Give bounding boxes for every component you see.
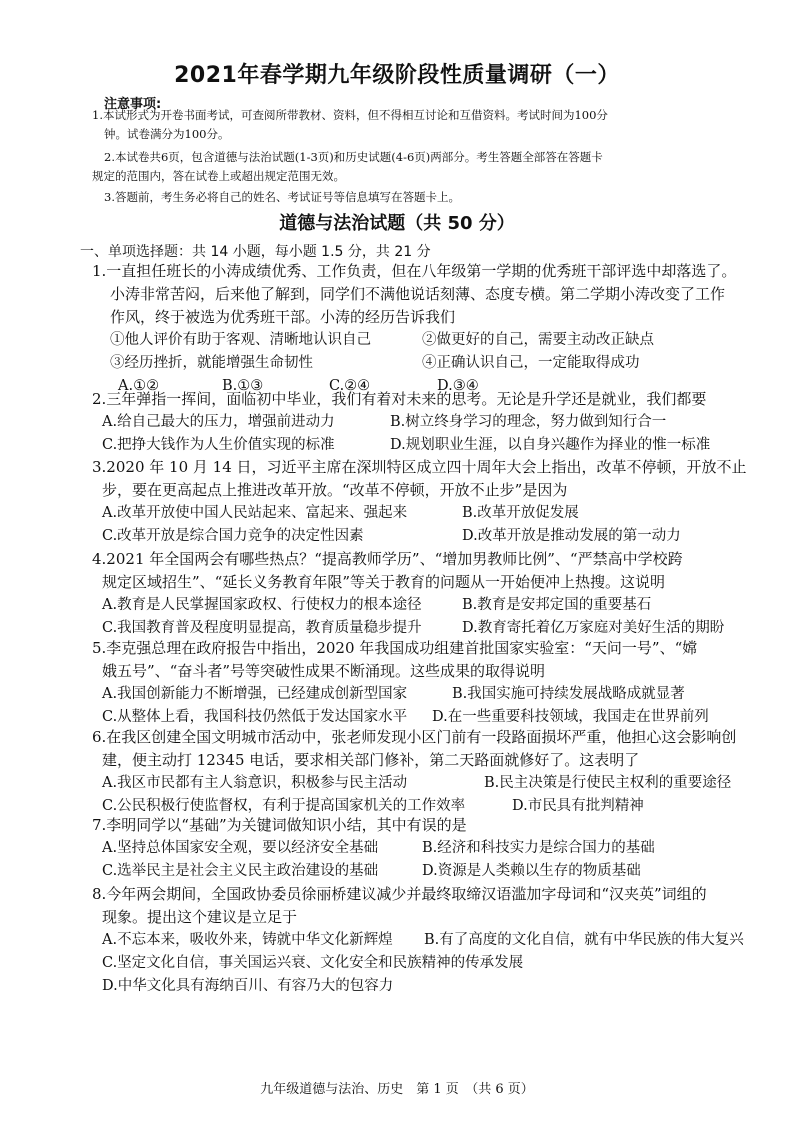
answer-row	[92, 837, 752, 860]
note-line: 钟。试卷满分为100分。	[104, 127, 230, 141]
question-stem: 6.在我区创建全国文明城市活动中，张老师发现小区门前有一段路面损坏严重，他担心这会影响创	[92, 728, 737, 746]
answer-option: D.市民具有批判精神	[512, 798, 644, 814]
answer-row	[92, 772, 752, 795]
answer-option: B.树立终身学习的理念，努力做到知行合一	[390, 414, 667, 430]
answer-option: D.中华文化具有海纳百川、有容乃大的包容力	[102, 978, 394, 994]
question-stem: 建，便主动打 12345 电话，要求相关部门修补，第二天路面就修好了。这表明了	[102, 751, 640, 769]
answer-option: A.给自己最大的压力，增强前进动力	[102, 414, 335, 430]
answer-option: B.经济和科技实力是综合国力的基础	[422, 840, 655, 856]
section-heading: 一、单项选择题：共 14 小题，每小题 1.5 分，共 21 分	[80, 244, 431, 260]
note-line: 2.本试卷共6页，包含道德与法治试题(1-3页)和历史试题(4-6页)两部分。考生答题全部答在答题卡	[104, 150, 603, 164]
statement-item: ④正确认识自己，一定能取得成功	[422, 355, 640, 371]
page-footer: 九年级道德与法治、历史 第 1 页 （共 6 页）	[260, 1082, 534, 1097]
question-1	[92, 260, 752, 398]
answer-option: D.改革开放是推动发展的第一动力	[462, 528, 681, 544]
answer-option: B.改革开放促发展	[462, 505, 579, 521]
answer-option: D.教育寄托着亿万家庭对美好生活的期盼	[462, 620, 725, 636]
question-4	[92, 548, 752, 640]
answer-option: C.选举民主是社会主义民主政治建设的基础	[102, 863, 379, 879]
notes-heading: 注意事项:	[104, 97, 162, 112]
question-stem: 规定区域招生”、“延长义务教育年限”等关于教育的问题从一开始便冲上热搜。这说明	[102, 573, 666, 591]
answer-option: D.在一些重要科技领域，我国走在世界前列	[432, 709, 709, 725]
answer-row	[92, 502, 752, 525]
answer-row	[92, 594, 752, 617]
exam-title: 2021年春学期九年级阶段性质量调研（一）	[174, 63, 620, 88]
question-stem: 作风，终于被选为优秀班干部。小涛的经历告诉我们	[110, 308, 456, 326]
answer-option: A.不忘本来，吸收外来，铸就中华文化新辉煌	[102, 932, 393, 948]
answer-option: C.改革开放是综合国力竞争的决定性因素	[102, 528, 364, 544]
question-stem: 2.三年弹指一挥间，面临初中毕业，我们有着对未来的思考。无论是升学还是就业，我们都要	[92, 390, 707, 408]
question-stem: 5.李克强总理在政府报告中指出，2020 年我国成功组建首批国家实验室：“天问一号”、“嫦	[92, 639, 698, 657]
answer-option: D.资源是人类赖以生存的物质基础	[422, 863, 641, 879]
statement-row	[92, 352, 752, 375]
answer-option: D.规划职业生涯，以自身兴趣作为择业的惟一标准	[390, 437, 711, 453]
note-line: 1.本试形式为开卷书面考试，可查阅所带教材、资料，但不得相互讨论和互借资料。考试时间为100分	[92, 108, 608, 122]
answer-row	[92, 525, 752, 548]
answer-option: B.我国实施可持续发展战略成就显著	[452, 686, 685, 702]
answer-option: D.③④	[437, 378, 479, 394]
question-6	[92, 726, 752, 818]
question-8	[92, 883, 752, 998]
answer-option: C.公民积极行使监督权，有利于提高国家机关的工作效率	[102, 798, 466, 814]
question-2	[92, 388, 752, 457]
question-3	[92, 456, 752, 548]
answer-row	[92, 929, 752, 952]
answer-option: A.教育是人民掌握国家政权、行使权力的根本途径	[102, 597, 422, 613]
statement-row	[92, 329, 752, 352]
statement-item: ①他人评价有助于客观、清晰地认识自己	[110, 332, 371, 348]
answer-option: C.②④	[329, 378, 371, 394]
question-stem: 4.2021 年全国两会有哪些热点？“提高教师学历”、“增加男教师比例”、“严禁高中学校跨	[92, 550, 683, 568]
statement-item: ③经历挫折，就能增强生命韧性	[110, 355, 313, 371]
answer-option: A.我区市民都有主人翁意识，积极参与民主活动	[102, 775, 408, 791]
note-line: 规定的范围内，答在试卷上或超出规定范围无效。	[92, 169, 345, 183]
question-7	[92, 814, 752, 883]
answer-option: B.有了高度的文化自信，就有中华民族的伟大复兴	[424, 932, 744, 948]
answer-row	[92, 683, 752, 706]
answer-option: A.我国创新能力不断增强，已经建成创新型国家	[102, 686, 408, 702]
answer-row	[92, 434, 752, 457]
note-line: 3.答题前，考生务必将自己的姓名、考试证号等信息填写在答题卡上。	[104, 190, 460, 204]
section-subtitle: 道德与法治试题（共 50 分）	[279, 213, 515, 234]
question-stem: 小涛非常苦闷，后来他了解到，同学们不满他说话刻薄、态度专横。第二学期小涛改变了工作	[110, 285, 726, 303]
answer-option: B.①③	[222, 378, 264, 394]
answer-option: B.民主决策是行使民主权利的重要途径	[484, 775, 732, 791]
answer-option: A.坚持总体国家安全观，要以经济安全基础	[102, 840, 379, 856]
question-stem: 娥五号”、“奋斗者”号等突破性成果不断涌现。这些成果的取得说明	[102, 662, 546, 680]
question-stem: 3.2020 年 10 月 14 日，习近平主席在深圳特区成立四十周年大会上指出，改革不停顿，开放不止	[92, 458, 747, 476]
question-stem: 1.一直担任班长的小涛成绩优秀、工作负责，但在八年级第一学期的优秀班干部评选中却落选了。	[92, 262, 737, 280]
question-stem: 7.李明同学以“基础”为关键词做知识小结，其中有误的是	[92, 816, 467, 834]
answer-option: A.改革开放使中国人民站起来、富起来、强起来	[102, 505, 408, 521]
answer-option: C.把挣大钱作为人生价值实现的标准	[102, 437, 335, 453]
answer-option: C.从整体上看，我国科技仍然低于发达国家水平	[102, 709, 408, 725]
answer-option: C.坚定文化自信，事关国运兴衰、文化安全和民族精神的传承发展	[102, 955, 524, 971]
question-stem: 步，要在更高起点上推进改革开放。“改革不停顿，开放不止步”是因为	[102, 481, 568, 499]
answer-option: B.教育是安邦定国的重要基石	[462, 597, 652, 613]
answer-option: A.①②	[118, 378, 160, 394]
statement-item: ②做更好的自己，需要主动改正缺点	[422, 332, 654, 348]
question-stem: 8.今年两会期间，全国政协委员徐丽桥建议减少并最终取缔汉语滥加字母词和“汉夹英”词组的	[92, 885, 707, 903]
answer-row	[92, 411, 752, 434]
answer-option: C.我国教育普及程度明显提高，教育质量稳步提升	[102, 620, 422, 636]
question-stem: 现象。提出这个建议是立足于	[102, 908, 298, 926]
answer-row	[92, 860, 752, 883]
question-5	[92, 637, 752, 729]
